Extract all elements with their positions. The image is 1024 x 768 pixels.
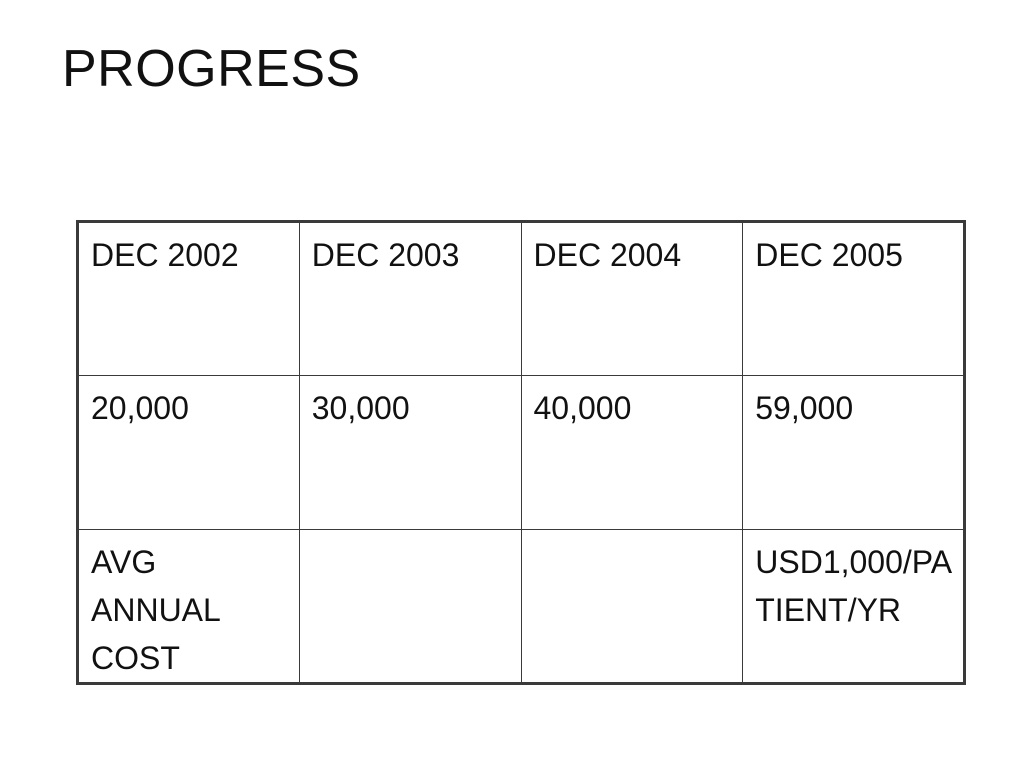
progress-table: [76, 220, 966, 685]
slide-title: PROGRESS: [62, 40, 361, 98]
table-cell: 30,000: [299, 376, 521, 530]
table-cell: 59,000: [743, 376, 965, 530]
table-cell: DEC 2005: [743, 222, 965, 376]
table-cell: 40,000: [521, 376, 743, 530]
table-cell: USD1,000/PATIENT/YR: [743, 530, 965, 684]
table-row-cost: [78, 530, 965, 684]
table-cell: 20,000: [78, 376, 300, 530]
table-cell: DEC 2004: [521, 222, 743, 376]
table-cell: DEC 2003: [299, 222, 521, 376]
table-row-dates: [78, 222, 965, 376]
table-cell: [299, 530, 521, 684]
table-row-counts: [78, 376, 965, 530]
table-cell: [521, 530, 743, 684]
table-cell: AVG ANNUAL COST: [78, 530, 300, 684]
table-cell: DEC 2002: [78, 222, 300, 376]
